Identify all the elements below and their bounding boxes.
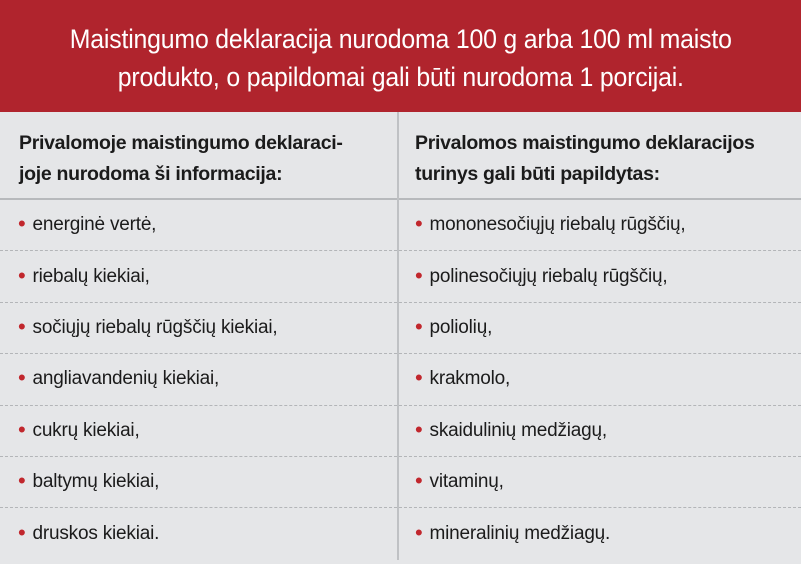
- list-item: [0, 200, 397, 251]
- list-item-text: riebalų kiekiai,: [32, 265, 150, 287]
- bullet-icon: •: [18, 211, 26, 237]
- list-item-text: polinesočiųjų riebalų rūgščių,: [429, 265, 668, 287]
- banner-title: [70, 20, 732, 96]
- column-header-line: joje nurodoma ši informacija:: [19, 163, 283, 185]
- bullet-icon: •: [18, 313, 26, 339]
- bullet-icon: •: [415, 365, 423, 391]
- list-item: [0, 457, 397, 508]
- list-item-text: energinė vertė,: [32, 214, 157, 236]
- list-item-text: krakmolo,: [429, 368, 511, 390]
- list-item: [0, 508, 397, 559]
- bullet-icon: •: [415, 262, 423, 288]
- optional-column-header: [399, 112, 801, 200]
- list-item: [399, 303, 801, 354]
- column-header-line: turinys gali būti papildytas:: [415, 163, 660, 185]
- banner-title-line: Maistingumo deklaracija nurodoma 100 g arba 100 ml maisto: [69, 24, 732, 54]
- list-item-text: cukrų kiekiai,: [32, 419, 140, 441]
- optional-list: [399, 200, 801, 560]
- bullet-icon: •: [415, 468, 423, 494]
- list-item-text: mineralinių medžiagų.: [429, 523, 611, 545]
- banner-title-line: produkto, o papildomai gali būti nurodoma 1 porcijai.: [117, 62, 684, 92]
- list-item: [0, 303, 397, 354]
- mandatory-column-header: [0, 112, 397, 200]
- bullet-icon: •: [415, 520, 423, 546]
- banner: [0, 0, 801, 112]
- list-item-text: angliavandenių kiekiai,: [32, 368, 220, 390]
- bullet-icon: •: [18, 520, 26, 546]
- bullet-icon: •: [415, 313, 423, 339]
- list-item: [399, 406, 801, 457]
- column-header-line: Privalomoje maistingumo deklaraci-: [19, 132, 343, 154]
- bullet-icon: •: [18, 416, 26, 442]
- mandatory-column: [0, 112, 399, 560]
- list-item-text: poliolių,: [429, 316, 493, 338]
- list-item: [399, 200, 801, 251]
- list-item: [0, 354, 397, 405]
- list-item: [0, 406, 397, 457]
- mandatory-list: [0, 200, 397, 560]
- declaration-table: [0, 112, 801, 560]
- bullet-icon: •: [18, 468, 26, 494]
- bullet-icon: •: [18, 262, 26, 288]
- list-item-text: druskos kiekiai.: [32, 523, 160, 545]
- column-header-line: Privalomos maistingumo deklaracijos: [415, 132, 755, 154]
- list-item: [399, 457, 801, 508]
- list-item-text: sočiųjų riebalų rūgščių kiekiai,: [32, 316, 278, 338]
- list-item: [399, 251, 801, 302]
- list-item-text: vitaminų,: [429, 471, 504, 493]
- list-item: [399, 354, 801, 405]
- bullet-icon: •: [415, 211, 423, 237]
- list-item-text: baltymų kiekiai,: [32, 471, 160, 493]
- bullet-icon: •: [18, 365, 26, 391]
- list-item: [0, 251, 397, 302]
- bullet-icon: •: [415, 416, 423, 442]
- optional-column: [399, 112, 801, 560]
- list-item-text: mononesočiųjų riebalų rūgščių,: [429, 214, 686, 236]
- list-item: [399, 508, 801, 559]
- list-item-text: skaidulinių medžiagų,: [429, 419, 607, 441]
